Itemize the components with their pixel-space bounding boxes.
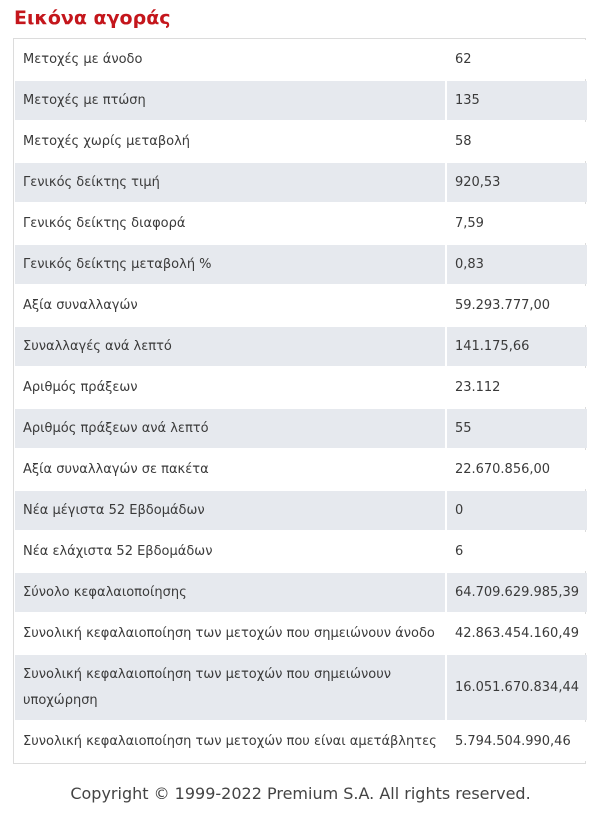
row-value: 59.293.777,00 [447, 286, 587, 325]
row-value: 0,83 [447, 245, 587, 284]
table-row [15, 163, 587, 202]
row-label: Συναλλαγές ανά λεπτό [15, 327, 447, 366]
table-row [15, 327, 587, 366]
row-label: Συνολική κεφαλαιοποίηση των μετοχών που είναι αμετάβλητες [15, 722, 447, 761]
row-value: 58 [447, 122, 587, 161]
row-value: 55 [447, 409, 587, 448]
row-value: 23.112 [447, 368, 587, 407]
row-value: 16.051.670.834,44 [447, 655, 587, 720]
row-value: 141.175,66 [447, 327, 587, 366]
row-label: Γενικός δείκτης διαφορά [15, 204, 447, 243]
row-label: Συνολική κεφαλαιοποίηση των μετοχών που σημειώνουν άνοδο [15, 614, 447, 653]
row-label: Μετοχές με πτώση [15, 81, 447, 120]
table-row [15, 573, 587, 612]
row-value: 6 [447, 532, 587, 571]
row-label: Αριθμός πράξεων [15, 368, 447, 407]
row-label: Γενικός δείκτης τιμή [15, 163, 447, 202]
row-label: Συνολική κεφαλαιοποίηση των μετοχών που σημειώνουν υποχώρηση [15, 655, 447, 720]
table-row [15, 368, 587, 407]
table-row [15, 204, 587, 243]
row-value: 42.863.454.160,49 [447, 614, 587, 653]
row-value: 7,59 [447, 204, 587, 243]
market-overview-table [13, 38, 586, 764]
page-title: Εικόνα αγοράς [14, 7, 171, 29]
row-label: Σύνολο κεφαλαιοποίησης [15, 573, 447, 612]
copyright-footer: Copyright © 1999-2022 Premium S.A. All rights reserved. [70, 784, 531, 803]
row-value: 62 [447, 40, 587, 79]
table-row [15, 450, 587, 489]
row-label: Νέα ελάχιστα 52 Εβδομάδων [15, 532, 447, 571]
table-row [15, 286, 587, 325]
table-row [15, 409, 587, 448]
table-row [15, 722, 587, 761]
table-row [15, 122, 587, 161]
row-label: Αξία συναλλαγών σε πακέτα [15, 450, 447, 489]
row-label: Αριθμός πράξεων ανά λεπτό [15, 409, 447, 448]
row-label: Μετοχές με άνοδο [15, 40, 447, 79]
table-row [15, 245, 587, 284]
row-value: 64.709.629.985,39 [447, 573, 587, 612]
row-value: 920,53 [447, 163, 587, 202]
table-row [15, 532, 587, 571]
row-value: 0 [447, 491, 587, 530]
market-stats-table [15, 38, 587, 763]
row-label: Μετοχές χωρίς μεταβολή [15, 122, 447, 161]
row-label: Αξία συναλλαγών [15, 286, 447, 325]
row-value: 5.794.504.990,46 [447, 722, 587, 761]
row-label: Γενικός δείκτης μεταβολή % [15, 245, 447, 284]
table-row [15, 81, 587, 120]
row-value: 22.670.856,00 [447, 450, 587, 489]
row-value: 135 [447, 81, 587, 120]
table-row [15, 614, 587, 653]
table-row [15, 655, 587, 720]
table-row [15, 491, 587, 530]
row-label: Νέα μέγιστα 52 Εβδομάδων [15, 491, 447, 530]
table-row [15, 40, 587, 79]
